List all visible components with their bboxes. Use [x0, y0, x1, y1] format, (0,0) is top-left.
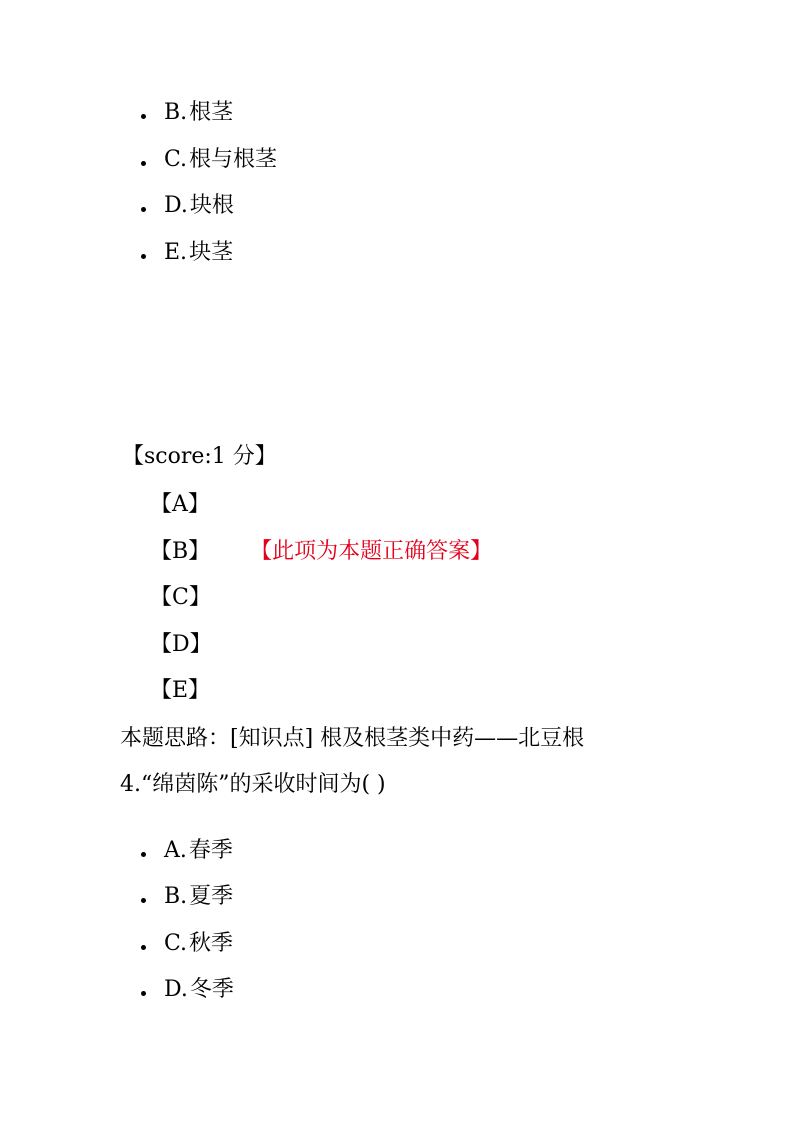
- bullet-icon: [141, 254, 146, 259]
- q4-option-d[interactable]: [141, 975, 234, 1005]
- q3-option-d[interactable]: [141, 191, 234, 221]
- q4-option-b[interactable]: [141, 882, 233, 912]
- option-letter: C.: [164, 147, 188, 172]
- bullet-icon: [141, 898, 146, 903]
- option-letter: D.: [164, 193, 188, 218]
- question-4-stem: 4.“绵茵陈”的采收时间为( ): [120, 772, 386, 797]
- q3-option-e[interactable]: [141, 238, 233, 268]
- answer-label: 【A】: [150, 492, 210, 517]
- answer-row-c: [150, 587, 211, 609]
- q3-option-c[interactable]: [141, 145, 277, 175]
- option-letter: B.: [164, 100, 188, 125]
- option-letter: A.: [164, 838, 187, 863]
- q4-option-c[interactable]: [141, 929, 233, 959]
- answer-label: 【E】: [150, 678, 211, 703]
- answer-row-e: [150, 680, 210, 702]
- correct-answer-note: 【此项为本题正确答案】: [250, 539, 493, 564]
- bullet-icon: [141, 161, 146, 166]
- option-text: 块根: [189, 193, 234, 218]
- option-letter: B.: [164, 884, 188, 909]
- option-text: 夏季: [189, 884, 234, 909]
- option-letter: E.: [164, 240, 188, 265]
- bullet-icon: [141, 114, 146, 119]
- option-text: 块茎: [189, 240, 234, 265]
- option-letter: D.: [164, 977, 188, 1002]
- score-label: 【score:1 分】: [122, 444, 277, 469]
- option-text: 根与根茎: [189, 147, 278, 172]
- q4-option-a[interactable]: [141, 836, 233, 866]
- answer-label: 【B】: [150, 539, 211, 564]
- explanation-text: 本题思路：[知识点] 根及根茎类中药——北豆根: [120, 726, 585, 751]
- answer-row-b: [150, 541, 492, 563]
- answer-label: 【C】: [150, 585, 211, 610]
- bullet-icon: [141, 991, 146, 996]
- q3-option-b[interactable]: [141, 98, 233, 128]
- bullet-icon: [141, 945, 146, 950]
- option-text: 冬季: [189, 977, 234, 1002]
- option-text: 春季: [188, 838, 233, 863]
- option-text: 根茎: [189, 100, 234, 125]
- option-text: 秋季: [189, 931, 234, 956]
- answer-row-a: [150, 494, 210, 516]
- bullet-icon: [141, 852, 146, 857]
- bullet-icon: [141, 207, 146, 212]
- answer-label: 【D】: [150, 632, 212, 657]
- option-letter: C.: [164, 931, 188, 956]
- answer-row-d: [150, 634, 212, 656]
